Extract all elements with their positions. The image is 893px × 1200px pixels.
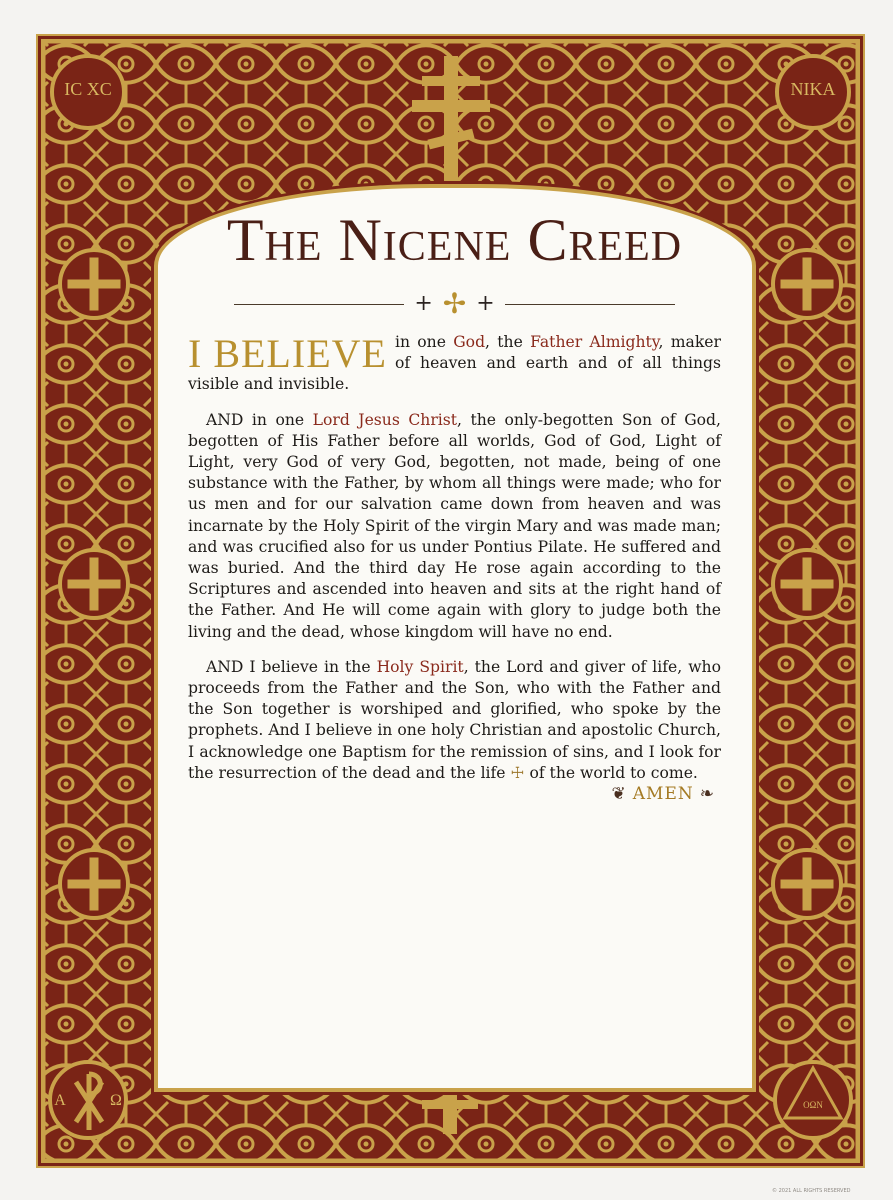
flourish-left-icon: ❦ [611, 784, 627, 805]
divider-line-left [234, 304, 404, 305]
creed-paragraph-1: I BELIEVE in one God, the Father Almighty, maker of heaven and earth and of all things visible and invisible. [188, 331, 721, 394]
highlight-lord: Lord Jesus Christ [312, 410, 458, 429]
gold-cross-icon: ✢ [442, 287, 467, 320]
amen [588, 784, 721, 805]
corner-bottom-left-alpha: Α [54, 1092, 66, 1109]
cross-icon: + [476, 291, 495, 316]
corner-bottom-left-omega: Ω [110, 1092, 122, 1109]
flourish-right-icon: ❧ [699, 784, 715, 805]
corner-top-right-monogram: NIKA [790, 79, 836, 99]
corner-top-left-monogram: IC XC [64, 79, 112, 99]
cross-icon: + [414, 291, 433, 316]
divider-line-right [505, 304, 675, 305]
copyright-footer: © 2021 ALL RIGHTS RESERVED [772, 1188, 851, 1194]
creed-content [188, 207, 721, 805]
highlight-spirit: Holy Spirit [376, 657, 464, 676]
amen-text: AMEN [632, 784, 694, 805]
page-title: The Nicene Creed [226, 207, 683, 273]
opening-word: I BELIEVE [188, 331, 387, 376]
creed-paragraph-2: AND in one Lord Jesus Christ, the only-begotten Son of God, begotten of His Father before all worlds, God of God, Light of Light, very God of very God, begotten, not made, being of one substance with the Father, by whom all things were made; who for us men and for our salvation came down from heaven and was incarnate by the Holy Spirit of the virgin Mary and was made man; and was crucified also for us under Pontius Pilate. He suffered and was buried. And the third day He rose again according to the Scriptures and ascended into heaven and sits at the right hand of the Father. And He will come again with glory to judge both the living and the dead, whose kingdom will have no end. [188, 410, 721, 641]
highlight-father: Father Almighty [530, 333, 659, 351]
corner-bottom-right-mark: ΟΩΝ [803, 1100, 823, 1110]
highlight-god: God [453, 333, 486, 351]
small-cross-icon: ☩ [510, 763, 525, 782]
creed-paragraph-3: AND I believe in the Holy Spirit, the Lord and giver of life, who proceeds from the Father and the Son, who with the Father and the Son together is worshiped and glorified, who spoke by the prophets. And I believe in one holy Christian and apostolic Church, I acknowledge one Baptism for the remission of sins, and I look for the resurrection of the dead and the life ☩ of the world to come. ❦ AMEN ❧ [188, 657, 721, 805]
title-divider [188, 287, 721, 320]
